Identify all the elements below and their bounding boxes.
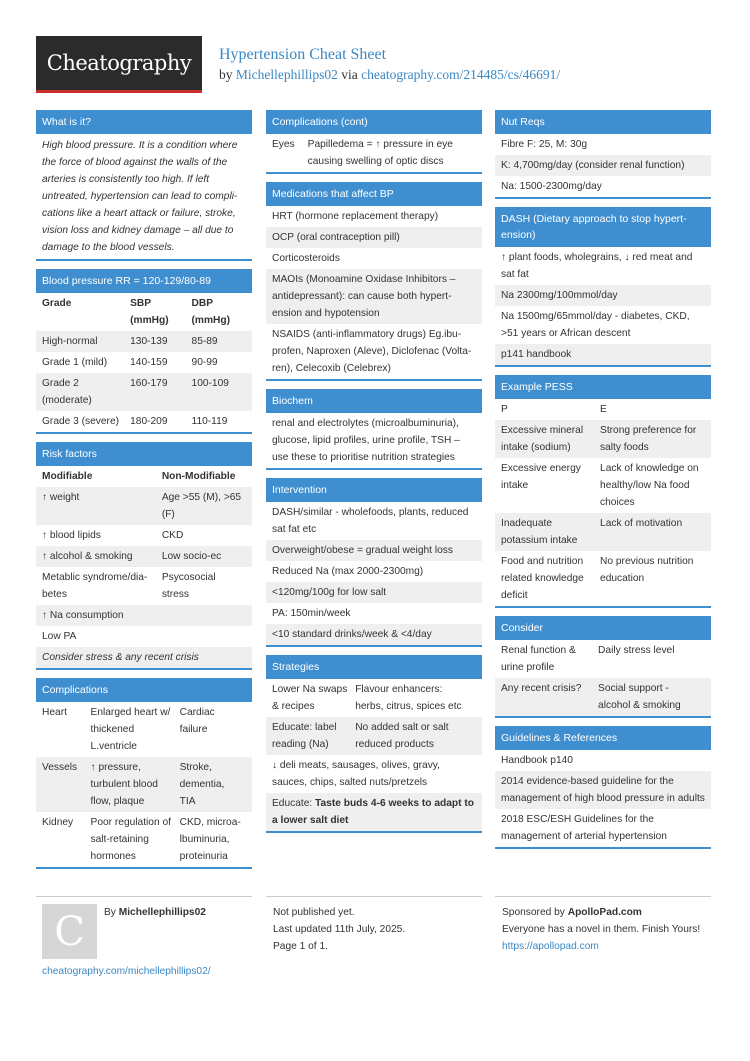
section-blood-pressure	[36, 269, 252, 434]
header	[36, 36, 712, 94]
table-row: Food and nutrition related knowledge deficit No previous nutrition education	[495, 551, 711, 606]
section-consider	[495, 616, 711, 718]
table-row: ↑ Na consumption	[36, 605, 252, 626]
footer-author-link[interactable]: cheatography.com/michellephillips02/	[42, 966, 211, 977]
risk-note: Consider stress & any recent crisis	[36, 647, 252, 668]
author-avatar[interactable]: C	[42, 904, 97, 959]
section-title: Complications (cont)	[266, 110, 482, 134]
table-row: Renal function & urine profile Daily stress level	[495, 640, 711, 678]
table-row: ↑ weight Age >55 (M), >65 (F)	[36, 487, 252, 525]
table-row: Excessive energy intake Lack of knowledge on healthy/low Na food choices	[495, 458, 711, 513]
section-title: DASH (Dietary approach to stop hypertension)	[495, 207, 711, 247]
table-row: Grade 2 (moderate) 160-179 100-109	[36, 373, 252, 411]
footer-divider	[495, 896, 711, 897]
footer-meta: Not published yet. Last updated 11th July, 2025. Page 1 of 1.	[273, 907, 406, 952]
sheet-title[interactable]: Hypertension Cheat Sheet	[219, 46, 387, 63]
column-2	[266, 110, 482, 841]
table-row: Grade 1 (mild) 140-159 90-99	[42, 357, 218, 368]
section-strategies	[266, 655, 482, 833]
section-medications	[266, 182, 482, 381]
list-item: PA: 150min/week	[266, 603, 482, 624]
section-example-pess	[495, 375, 711, 608]
section-title: What is it?	[36, 110, 252, 134]
column-3	[495, 110, 711, 857]
section-title: Risk factors	[36, 442, 252, 466]
section-intervention	[266, 478, 482, 647]
footer-author-name[interactable]: Michellephillips02	[118, 907, 206, 918]
section-title: Guidelines & References	[495, 726, 711, 750]
section-risk-factors	[36, 442, 252, 670]
cheatography-logo[interactable]: Cheatography	[36, 36, 202, 93]
section-title: Complications	[36, 678, 252, 702]
list-item: p141 handbook	[495, 344, 711, 365]
list-item: DASH/similar - wholefoods, plants, reduced sat fat etc	[266, 502, 482, 540]
list-item: ↓ deli meats, sausages, olives, gravy, sauces, chips, salted nuts/pretzels	[266, 755, 482, 793]
section-complications	[36, 678, 252, 869]
section-title: Intervention	[266, 478, 482, 502]
list-item: Na 1500mg/65mmol/day - diabetes, CKD, >51 years or African descent	[495, 306, 711, 344]
footer-divider	[36, 896, 252, 897]
table-row: Low PA	[42, 631, 77, 642]
table-row: Vessels ↑ pressure, turbulent blood flow, plaque Stroke, dementia, TIA	[36, 757, 252, 812]
table-row: Educate: label reading (Na) No added salt or salt reduced products	[266, 717, 482, 755]
footer-author: By Michellephillips02	[104, 907, 206, 918]
list-item: Overweight/obese = gradual weight loss	[266, 540, 482, 561]
table-row: Metablic syndrome/diabetes Psycosocial stress	[42, 572, 216, 600]
sponsor-name[interactable]: ApolloPad.com	[567, 907, 642, 918]
list-item: Corticosteroids	[266, 248, 482, 269]
section-title: Medications that affect BP	[266, 182, 482, 206]
list-item: Fibre F: 25, M: 30g	[495, 134, 711, 155]
sheet-url-link[interactable]: cheatography.com/214485/cs/46691/	[361, 67, 561, 82]
table-row: ↑ alcohol & smoking Low socio-ec	[36, 546, 252, 567]
table-header: P E	[495, 399, 711, 420]
list-item: <120mg/100g for low salt	[266, 582, 482, 603]
list-item: 2018 ESC/ESH Guidelines for the management of arterial hypertension	[495, 809, 711, 847]
list-item: K: 4,700mg/day (consider renal function)	[495, 155, 711, 176]
table-row: Excessive mineral intake (sodium) Strong preference for salty foods	[495, 420, 711, 458]
table-row: ↑ blood lipids CKD	[42, 530, 184, 541]
section-title: Biochem	[266, 389, 482, 413]
table-header: Modifiable Non-Modifiable	[36, 466, 252, 487]
list-item: Na 2300mg/100mmol/day	[495, 285, 711, 306]
section-what-is-it	[36, 110, 252, 261]
list-item: Handbook p140	[495, 750, 711, 771]
author-link[interactable]: Michellephillips02	[235, 67, 338, 82]
table-row: Heart Enlarged heart w/ thickened L.ventricle Cardiac failure	[36, 702, 252, 757]
table-row: High-normal 130-139 85-89	[36, 331, 252, 352]
table-row: Inadequate potassium intake Lack of motivation	[495, 513, 711, 551]
table-row: Grade 3 (severe) 180-209 110-119	[42, 416, 228, 427]
section-title: Blood pressure RR = 120-129/80-89	[36, 269, 252, 293]
list-item: Reduced Na (max 2000-2300mg)	[266, 561, 482, 582]
list-item: 2014 evidence-based guideline for the management of high blood pressure in adults	[495, 771, 711, 809]
list-item: OCP (oral contraception pill)	[266, 227, 482, 248]
column-1	[36, 110, 252, 877]
footer-divider	[266, 896, 482, 897]
list-item: Educate: Taste buds 4-6 weeks to adapt to a lower salt diet	[266, 793, 482, 831]
section-complications-cont	[266, 110, 482, 174]
sponsor-link[interactable]: https://apollopad.com	[502, 941, 599, 952]
section-nut-reqs	[495, 110, 711, 199]
list-item: MAOIs (Monoamine Oxidase Inhibitors – antidepressant): can cause both hypertension and hypotension	[266, 269, 482, 324]
list-item: ↑ plant foods, wholegrains, ↓ red meat and sat fat	[495, 247, 711, 285]
table-row: Lower Na swaps & recipes Flavour enhancers: herbs, citrus, spices etc	[266, 679, 482, 717]
section-guidelines	[495, 726, 711, 849]
list-item: HRT (hormone replacement therapy)	[266, 206, 482, 227]
table-row: Any recent crisis? Social support - alcohol & smoking	[495, 678, 711, 716]
table-row: Kidney Poor regulation of salt-retaining hormones CKD, microalbuminuria, proteinuria	[36, 812, 252, 867]
section-title: Nut Reqs	[495, 110, 711, 134]
footer-sponsor: Sponsored by ApolloPad.com Everyone has a novel in them. Finish Yours! https://apollopad.com	[502, 904, 702, 955]
sheet-byline: by Michellephillips02 via cheatography.com/214485/cs/46691/	[219, 67, 561, 82]
table-header: Grade SBP (mmHg) DBP (mmHg)	[36, 293, 252, 331]
what-text: High blood pressure. It is a condition where the force of blood against the walls of the arteries is consistently too high. If left untreated, hypertension can lead to complications like a heart attack or failure, stroke, vision loss and kidney damage – all due to damage to the blood vessels.	[42, 140, 238, 253]
section-title: Strategies	[266, 655, 482, 679]
section-title: Consider	[495, 616, 711, 640]
list-item: renal and electrolytes (microalbuminuria), glucose, lipid profiles, urine profile, TSH – use these to prioritise nutrition strategies	[266, 413, 482, 468]
section-dash	[495, 207, 711, 367]
table-row: Eyes Papilledema = ↑ pressure in eye causing swelling of optic discs	[266, 134, 482, 172]
section-title: Example PESS	[495, 375, 711, 399]
list-item: Na: 1500-2300mg/day	[495, 176, 711, 197]
list-item: NSAIDS (anti-inflammatory drugs) Eg.ibuprofen, Naproxen (Aleve), Diclofenac (Voltaren), Celecoxib (Celebrex)	[266, 324, 482, 379]
list-item: <10 standard drinks/week & <4/day	[266, 624, 482, 645]
section-biochem	[266, 389, 482, 470]
